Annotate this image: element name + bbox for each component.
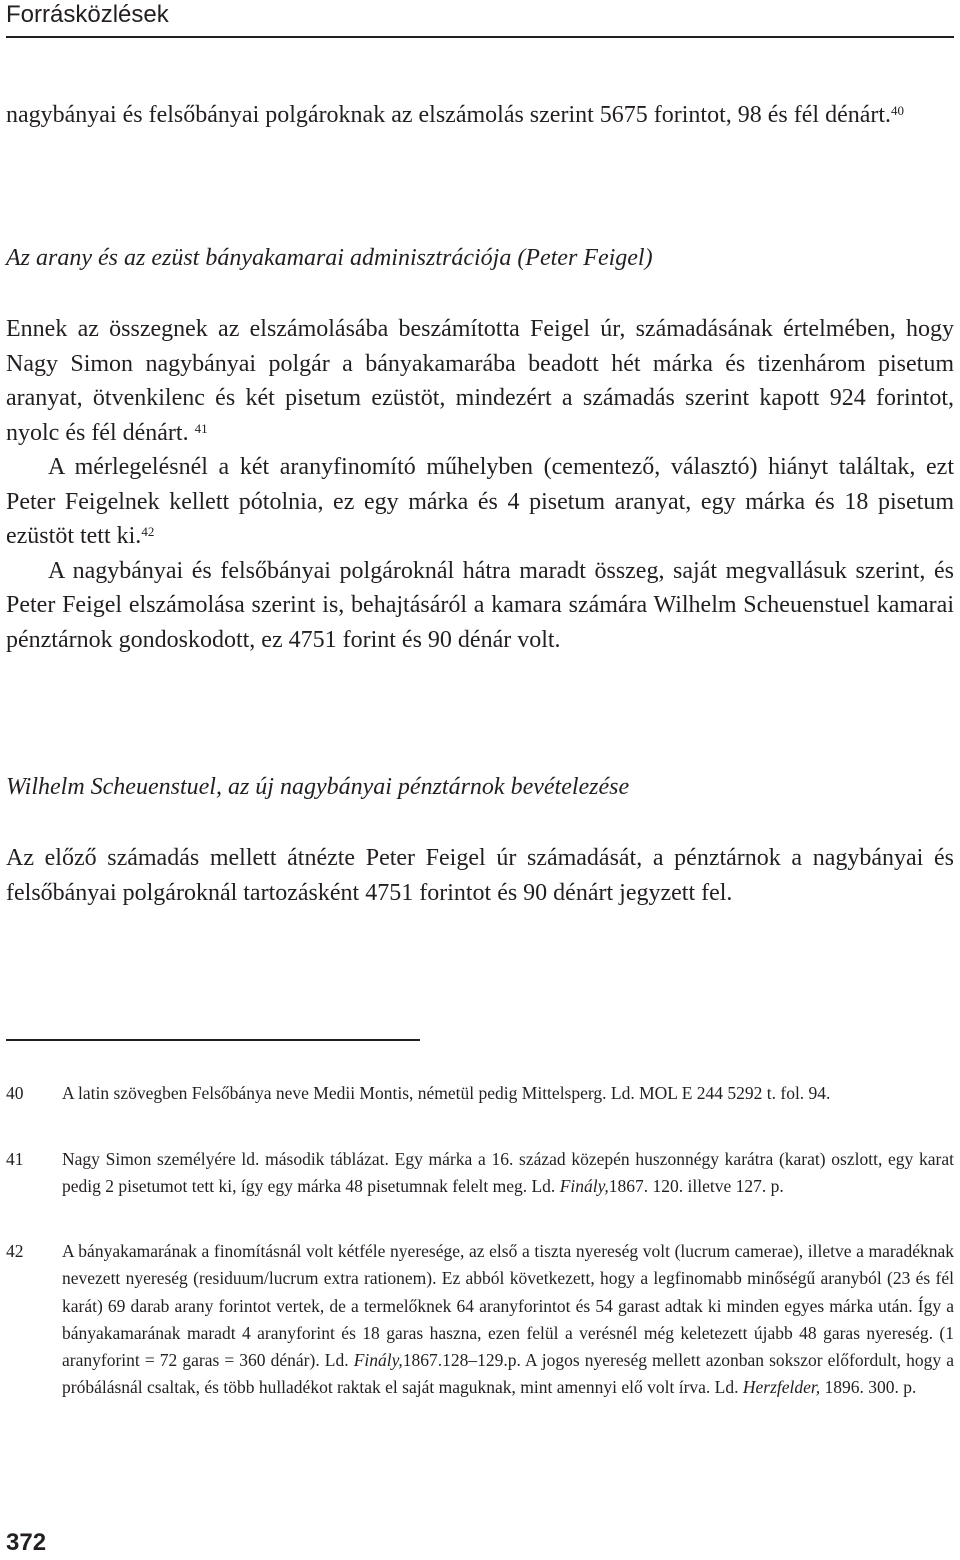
footnote-42 xyxy=(6,1238,954,1402)
footnote-text xyxy=(62,1238,954,1402)
footnote-citation: Herzfelder, xyxy=(742,1377,821,1398)
footnote-text-part: 1867. 120. illetve 127. p. xyxy=(608,1176,784,1197)
footnote-rule xyxy=(6,1039,420,1041)
section-title-cashier: Wilhelm Scheuenstuel, az új nagybányai pénztárnok bevételezése xyxy=(6,774,630,800)
intro-text-span: nagybányai és felsőbányai polgároknak az elszámolás szerint 5675 forintot, 98 és fél dénárt. xyxy=(6,102,892,128)
footnote-text-part: Nagy Simon személyére ld. második táblázat. Egy márka a 16. század közepén huszonnégy karátra (karat) oszlott, egy karat pedig 2 pisetumot tett ki, így egy márka 48 pisetumnak felelt meg. Ld. xyxy=(62,1149,954,1197)
intro-text xyxy=(6,98,954,133)
section1-body xyxy=(6,312,954,657)
page-number: 372 xyxy=(6,1529,47,1556)
section1-p2-text: A mérlegelésnél a két aranyfinomító műhelyben (cementező, választó) hiányt találtak, ezt Peter Feigelnek kellett pótolnia, ez egy márka és 4 pisetum aranyat, egy márka és 18 pisetum ezüstöt tett ki. xyxy=(6,454,954,549)
footnote-ref-42[interactable]: 42 xyxy=(141,524,155,539)
footnote-citation: Finály, xyxy=(353,1350,403,1371)
section1-paragraph-2 xyxy=(6,450,954,554)
footnote-41 xyxy=(6,1146,954,1201)
footnote-number: 40 xyxy=(6,1083,24,1103)
footnote-ref-41[interactable]: 41 xyxy=(194,420,208,436)
footnote-citation: Finály, xyxy=(559,1176,609,1197)
section-title-administration: Az arany és az ezüst bányakamarai adminisztrációja (Peter Feigel) xyxy=(6,245,653,271)
footnote-ref-40[interactable]: 40 xyxy=(891,103,905,118)
footnote-number: 42 xyxy=(6,1241,24,1261)
section2-paragraph-1: Az előző számadás mellett átnézte Peter Feigel úr számadását, a pénztárnok a nagybányai és felsőbányai polgároknál tartozásként 4751 forintot és 90 dénárt jegyzett fel. xyxy=(6,845,954,906)
running-header: Forrásközlések xyxy=(6,1,169,28)
footnote-text-part: 1867.128–129.p. A jogos nyereség mellett azonban sokszor előfordult, hogy a próbálásnál csaltak, és több hulladékot raktak el saját maguknak, mint amennyi elő volt írva. Ld. xyxy=(62,1350,954,1398)
footnote-text-part: 1896. 300. p. xyxy=(820,1377,917,1398)
footnote-text xyxy=(62,1146,954,1201)
footnote-40 xyxy=(6,1080,954,1107)
intro-paragraph xyxy=(6,98,954,133)
section1-p1-text: Ennek az összegnek az elszámolásába beszámította Feigel úr, számadásának értelmében, hogy Nagy Simon nagybányai polgár a bányakamarába beadott hét márka és tizenhárom pisetum aranyat, ötvenkilenc és két pisetum ezüstöt, mindezért a számadás szerint kapott 924 forintot, nyolc és fél dénárt. xyxy=(6,316,954,446)
footnote-text: A latin szövegben Felsőbánya neve Medii Montis, németül pedig Mittelsperg. Ld. MOL E 244 5292 t. fol. 94. xyxy=(62,1083,831,1103)
section1-paragraph-1 xyxy=(6,312,954,450)
section2-body xyxy=(6,841,954,910)
footnote-number: 41 xyxy=(6,1149,24,1169)
section1-paragraph-3: A nagybányai és felsőbányai polgároknál hátra maradt összeg, saját megvallásuk szerint, és Peter Feigel elszámolása szerint is, behajtásáról a kamara számára Wilhelm Scheuenstuel kamarai pénztárnok gondoskodott, ez 4751 forint és 90 dénár volt. xyxy=(6,557,954,653)
header-rule xyxy=(6,36,954,38)
footnote-text-part: A bányakamarának a finomításnál volt kétféle nyeresége, az első a tiszta nyereség volt (lucrum camerae), illetve a maradéknak nevezett nyereség (residuum/lucrum extra rationem). Ez abból következett, hogy a legfinomabb minőségű aranyból (23 és fél karát) 69 darab arany forintot vertek, de a termelőknek 64 aranyforintot és 54 garast adtak ki minden egyes márka után. Így a bányakamarának maradt 4 aranyforint és 18 garas haszna, ezen felül a verésnél még keletezett újabb 48 garas nyereség. (1 aranyforint = 72 garas = 360 dénár). Ld. xyxy=(62,1241,954,1371)
